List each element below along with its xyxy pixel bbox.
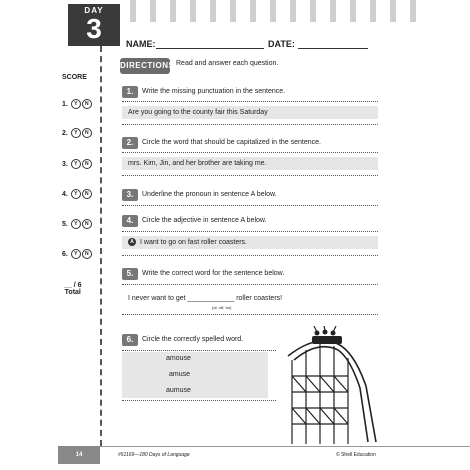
yes-circle[interactable]: Y bbox=[71, 249, 81, 259]
word-choice[interactable]: amouse bbox=[166, 355, 191, 362]
question-number: 2. bbox=[122, 137, 138, 149]
answer-sentence: Are you going to the county fair this Saturday bbox=[122, 106, 378, 119]
day-label: DAY bbox=[84, 6, 104, 15]
question-text: Underline the pronoun in sentence A below. bbox=[142, 191, 277, 198]
question-text: Circle the word that should be capitalized in the sentence. bbox=[142, 139, 321, 146]
footer-publisher: © Shell Education bbox=[336, 452, 376, 458]
no-circle[interactable]: N bbox=[82, 128, 92, 138]
score-row: 1. Y N bbox=[62, 99, 92, 109]
sentence-label: A bbox=[128, 238, 136, 246]
no-circle[interactable]: N bbox=[82, 99, 92, 109]
question-number: 5. bbox=[122, 268, 138, 280]
footer-rule bbox=[58, 446, 470, 447]
total-label: Total bbox=[64, 289, 81, 296]
name-field[interactable] bbox=[156, 48, 264, 49]
yes-circle[interactable]: Y bbox=[71, 219, 81, 229]
question-text: Write the correct word for the sentence below. bbox=[142, 270, 285, 277]
question-number: 1. bbox=[122, 86, 138, 98]
roller-coaster-illustration bbox=[286, 326, 380, 444]
sentence-a: A I want to go on fast roller coasters. bbox=[122, 236, 378, 249]
page-number: 14 bbox=[58, 446, 100, 464]
no-circle[interactable]: N bbox=[82, 219, 92, 229]
question-text: Circle the adjective in sentence A below. bbox=[142, 217, 267, 224]
score-row: 5. Y N bbox=[62, 219, 92, 229]
total-blank[interactable]: __ / 6 bbox=[64, 282, 82, 289]
name-label: NAME: bbox=[126, 39, 156, 49]
question-number: 6. bbox=[122, 334, 138, 346]
question-number: 4. bbox=[122, 215, 138, 227]
question-text: Circle the correctly spelled word. bbox=[142, 336, 244, 343]
answer-sentence[interactable]: I never want to get ____________ roller coasters! bbox=[128, 295, 283, 302]
date-field[interactable] bbox=[298, 48, 368, 49]
no-circle[interactable]: N bbox=[82, 249, 92, 259]
date-label: DATE: bbox=[268, 39, 295, 49]
yes-circle[interactable]: Y bbox=[71, 99, 81, 109]
word-choice[interactable]: aumuse bbox=[166, 387, 191, 394]
no-circle[interactable]: N bbox=[82, 189, 92, 199]
sidebar-divider bbox=[100, 46, 102, 446]
score-row: 2. Y N bbox=[62, 128, 92, 138]
score-total bbox=[64, 282, 82, 296]
score-header: SCORE bbox=[62, 74, 87, 81]
footer-book-title: #51169—180 Days of Language bbox=[118, 452, 190, 458]
no-circle[interactable]: N bbox=[82, 159, 92, 169]
directions-badge: DIRECTIONS bbox=[120, 58, 170, 74]
day-number: 3 bbox=[86, 13, 102, 44]
score-row: 6. Y N bbox=[62, 249, 92, 259]
directions-text: Read and answer each question. bbox=[176, 60, 279, 67]
word-box bbox=[122, 352, 268, 398]
question-number: 3. bbox=[122, 189, 138, 201]
yes-circle[interactable]: Y bbox=[71, 159, 81, 169]
yes-circle[interactable]: Y bbox=[71, 128, 81, 138]
answer-sentence: mrs. Kim, Jin, and her brother are taking me. bbox=[122, 157, 378, 170]
day-badge bbox=[68, 4, 120, 46]
word-choice[interactable]: amuse bbox=[169, 371, 191, 378]
word-choices: (of, off, for) bbox=[212, 305, 232, 310]
yes-circle[interactable]: Y bbox=[71, 189, 81, 199]
score-row: 4. Y N bbox=[62, 189, 92, 199]
question-text: Write the missing punctuation in the sentence. bbox=[142, 88, 286, 95]
score-row: 3. Y N bbox=[62, 159, 92, 169]
